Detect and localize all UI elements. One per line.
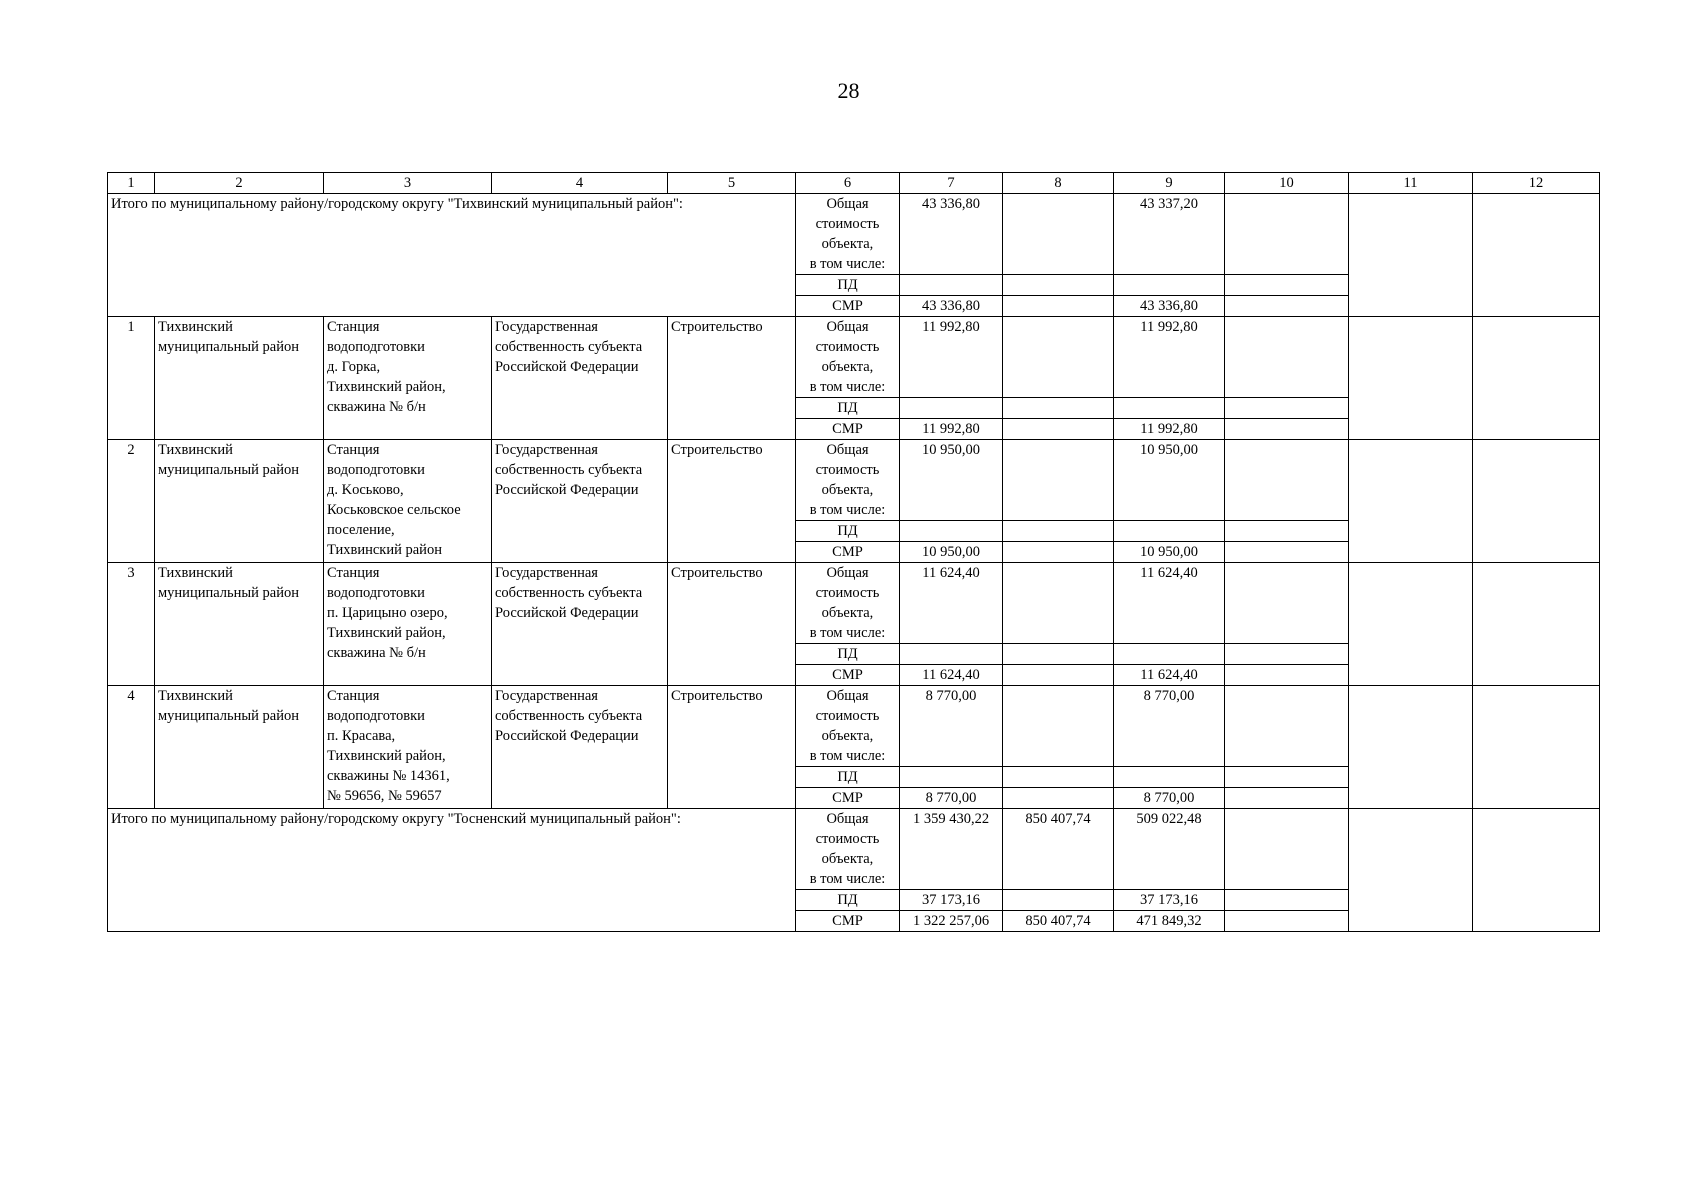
value-col-8 (1003, 440, 1114, 521)
value-col-12 (1473, 563, 1600, 686)
value-col-9: 11 624,40 (1114, 665, 1225, 686)
value-col-9: 43 337,20 (1114, 194, 1225, 275)
value-col-7: 43 336,80 (900, 194, 1003, 275)
cost-label-smr: СМР (796, 911, 900, 932)
investment-table (107, 172, 1600, 932)
value-col-12 (1473, 686, 1600, 809)
work-type-cell: Строительство (668, 686, 796, 809)
cost-label-total: Общая стоимость объекта, в том числе: (796, 563, 900, 644)
value-col-7: 1 322 257,06 (900, 911, 1003, 932)
cost-label-pd: ПД (796, 275, 900, 296)
value-col-8 (1003, 563, 1114, 644)
value-col-8 (1003, 317, 1114, 398)
value-col-8 (1003, 275, 1114, 296)
column-number: 1 (108, 173, 155, 194)
value-col-10 (1225, 398, 1349, 419)
value-col-10 (1225, 542, 1349, 563)
ownership-cell: Государственная собственность субъекта Российской Федерации (492, 563, 668, 686)
ownership-cell: Государственная собственность субъекта Российской Федерации (492, 440, 668, 563)
summary-label: Итого по муниципальному району/городскому округу "Тихвинский муниципальный район": (108, 194, 796, 317)
value-col-12 (1473, 194, 1600, 317)
page-number: 28 (837, 78, 860, 103)
value-col-8: 850 407,74 (1003, 809, 1114, 890)
value-col-9: 11 992,80 (1114, 317, 1225, 398)
value-col-10 (1225, 686, 1349, 767)
cost-label-smr: СМР (796, 788, 900, 809)
value-col-10 (1225, 767, 1349, 788)
value-col-7: 1 359 430,22 (900, 809, 1003, 890)
value-col-7: 37 173,16 (900, 890, 1003, 911)
value-col-7: 11 624,40 (900, 563, 1003, 644)
value-col-8: 850 407,74 (1003, 911, 1114, 932)
value-col-8 (1003, 419, 1114, 440)
district-cell: Тихвинский муниципальный район (155, 686, 324, 809)
column-number: 3 (324, 173, 492, 194)
value-col-7: 10 950,00 (900, 542, 1003, 563)
ownership-cell: Государственная собственность субъекта Российской Федерации (492, 686, 668, 809)
object-name-cell: Станция водоподготовки п. Красава, Тихвинский район, скважины № 14361, № 59656, № 59657 (324, 686, 492, 809)
value-col-9: 8 770,00 (1114, 686, 1225, 767)
value-col-10 (1225, 911, 1349, 932)
value-col-7: 43 336,80 (900, 296, 1003, 317)
work-type-cell: Строительство (668, 440, 796, 563)
value-col-7: 8 770,00 (900, 788, 1003, 809)
value-col-10 (1225, 563, 1349, 644)
value-col-8 (1003, 542, 1114, 563)
cost-label-smr: СМР (796, 665, 900, 686)
column-number-row (108, 173, 1600, 194)
row-number: 3 (108, 563, 155, 686)
column-number: 7 (900, 173, 1003, 194)
value-col-10 (1225, 809, 1349, 890)
column-number: 12 (1473, 173, 1600, 194)
column-number: 10 (1225, 173, 1349, 194)
value-col-9: 10 950,00 (1114, 440, 1225, 521)
value-col-10 (1225, 665, 1349, 686)
cost-label-total: Общая стоимость объекта, в том числе: (796, 317, 900, 398)
cost-label-pd: ПД (796, 398, 900, 419)
row-number: 4 (108, 686, 155, 809)
cost-label-pd: ПД (796, 521, 900, 542)
summary-row (108, 809, 1600, 890)
object-row (108, 686, 1600, 767)
column-number: 4 (492, 173, 668, 194)
object-row (108, 563, 1600, 644)
value-col-9 (1114, 275, 1225, 296)
value-col-10 (1225, 788, 1349, 809)
work-type-cell: Строительство (668, 317, 796, 440)
value-col-9 (1114, 521, 1225, 542)
value-col-9: 10 950,00 (1114, 542, 1225, 563)
cost-label-smr: СМР (796, 542, 900, 563)
value-col-8 (1003, 398, 1114, 419)
value-col-9: 509 022,48 (1114, 809, 1225, 890)
value-col-9 (1114, 644, 1225, 665)
cost-label-total: Общая стоимость объекта, в том числе: (796, 809, 900, 890)
value-col-9: 43 336,80 (1114, 296, 1225, 317)
value-col-10 (1225, 194, 1349, 275)
district-cell: Тихвинский муниципальный район (155, 440, 324, 563)
value-col-9: 11 992,80 (1114, 419, 1225, 440)
cost-label-total: Общая стоимость объекта, в том числе: (796, 686, 900, 767)
cost-label-smr: СМР (796, 419, 900, 440)
value-col-12 (1473, 809, 1600, 932)
value-col-8 (1003, 788, 1114, 809)
value-col-11 (1349, 686, 1473, 809)
value-col-10 (1225, 644, 1349, 665)
value-col-9: 37 173,16 (1114, 890, 1225, 911)
value-col-8 (1003, 665, 1114, 686)
cost-label-pd: ПД (796, 767, 900, 788)
column-number: 8 (1003, 173, 1114, 194)
value-col-7 (900, 275, 1003, 296)
value-col-8 (1003, 644, 1114, 665)
row-number: 1 (108, 317, 155, 440)
value-col-8 (1003, 521, 1114, 542)
column-number: 9 (1114, 173, 1225, 194)
value-col-7: 11 624,40 (900, 665, 1003, 686)
object-row (108, 317, 1600, 398)
value-col-9: 8 770,00 (1114, 788, 1225, 809)
object-name-cell: Станция водоподготовки д. Горка, Тихвинский район, скважина № б/н (324, 317, 492, 440)
value-col-9 (1114, 398, 1225, 419)
cost-label-pd: ПД (796, 644, 900, 665)
value-col-10 (1225, 296, 1349, 317)
value-col-10 (1225, 275, 1349, 296)
value-col-7: 11 992,80 (900, 317, 1003, 398)
value-col-7: 8 770,00 (900, 686, 1003, 767)
value-col-8 (1003, 890, 1114, 911)
cost-label-smr: СМР (796, 296, 900, 317)
value-col-9: 11 624,40 (1114, 563, 1225, 644)
value-col-10 (1225, 440, 1349, 521)
value-col-9 (1114, 767, 1225, 788)
value-col-11 (1349, 809, 1473, 932)
value-col-11 (1349, 194, 1473, 317)
value-col-8 (1003, 767, 1114, 788)
value-col-11 (1349, 563, 1473, 686)
value-col-12 (1473, 317, 1600, 440)
value-col-7 (900, 398, 1003, 419)
value-col-7: 10 950,00 (900, 440, 1003, 521)
value-col-8 (1003, 194, 1114, 275)
summary-row (108, 194, 1600, 275)
column-number: 6 (796, 173, 900, 194)
cost-label-total: Общая стоимость объекта, в том числе: (796, 194, 900, 275)
value-col-10 (1225, 890, 1349, 911)
value-col-10 (1225, 317, 1349, 398)
summary-label: Итого по муниципальному району/городскому округу "Тосненский муниципальный район": (108, 809, 796, 932)
value-col-7 (900, 767, 1003, 788)
cost-label-total: Общая стоимость объекта, в том числе: (796, 440, 900, 521)
value-col-10 (1225, 521, 1349, 542)
value-col-9: 471 849,32 (1114, 911, 1225, 932)
column-number: 2 (155, 173, 324, 194)
column-number: 11 (1349, 173, 1473, 194)
object-name-cell: Станция водоподготовки д. Koськово, Коськовское сельское поселение, Тихвинский район (324, 440, 492, 563)
value-col-7 (900, 521, 1003, 542)
value-col-8 (1003, 686, 1114, 767)
value-col-7: 11 992,80 (900, 419, 1003, 440)
object-row (108, 440, 1600, 521)
ownership-cell: Государственная собственность субъекта Российской Федерации (492, 317, 668, 440)
district-cell: Тихвинский муниципальный район (155, 317, 324, 440)
value-col-12 (1473, 440, 1600, 563)
column-number: 5 (668, 173, 796, 194)
object-name-cell: Станция водоподготовки п. Царицыно озеро, Тихвинский район, скважина № б/н (324, 563, 492, 686)
row-number: 2 (108, 440, 155, 563)
district-cell: Тихвинский муниципальный район (155, 563, 324, 686)
cost-label-pd: ПД (796, 890, 900, 911)
value-col-7 (900, 644, 1003, 665)
value-col-11 (1349, 440, 1473, 563)
value-col-11 (1349, 317, 1473, 440)
work-type-cell: Строительство (668, 563, 796, 686)
value-col-8 (1003, 296, 1114, 317)
value-col-10 (1225, 419, 1349, 440)
